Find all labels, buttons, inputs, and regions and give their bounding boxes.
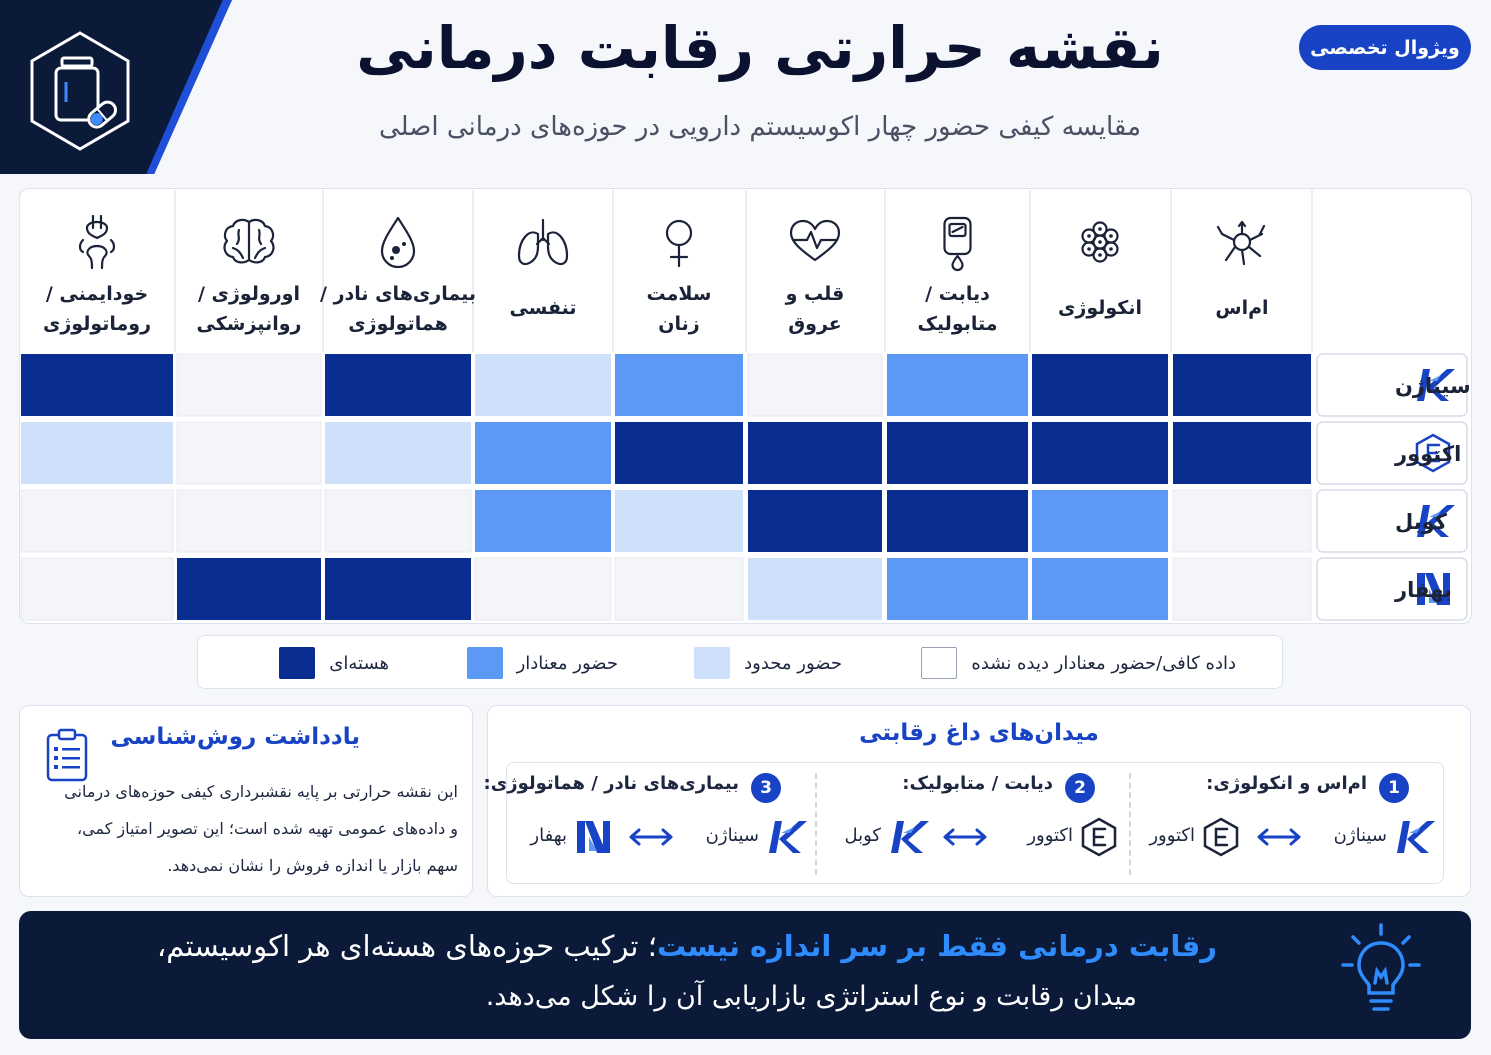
column-header-label: ام‌اس <box>1215 297 1269 319</box>
heatmap-cell <box>475 422 611 484</box>
banner-line-1 <box>157 929 1217 963</box>
hot-arenas-title: میدان‌های داغ رقابتی <box>859 720 1099 746</box>
legend-item-limited <box>694 636 842 690</box>
clipboard-list-icon <box>45 728 89 782</box>
hot-arena-item <box>1133 763 1443 885</box>
methodology-line-2: و داده‌های عمومی تهیه شده است؛ این تصویر امتیاز کمی، <box>76 819 458 838</box>
arena-separator <box>1129 773 1131 875</box>
page-title: نقشه حرارتی رقابت درمانی <box>356 14 1164 82</box>
hot-arenas-list <box>483 762 1444 884</box>
heatmap-cell <box>615 490 743 552</box>
row-label: کوبل <box>1395 510 1448 534</box>
arena-rival-name: اکتوور <box>1149 825 1195 846</box>
column-header-label: خودایمنی / روماتولوژی <box>42 283 152 335</box>
column-header-label: انکولوژی <box>1057 297 1143 319</box>
arena-rivals <box>819 815 1129 859</box>
heart-pulse-icon <box>791 221 839 260</box>
arena-rival-name: سیناژن <box>705 825 759 846</box>
arena-label: بیماری‌های نادر / هماتولوژی: <box>483 773 739 794</box>
heatmap-cell <box>1032 354 1168 416</box>
glucose-meter-icon <box>945 218 971 270</box>
heatmap-cell <box>177 422 321 484</box>
column-header-label: اورولوژی / روانپزشکی <box>196 283 302 335</box>
double-arrow-icon <box>625 827 677 847</box>
legend-label-none: داده کافی/حضور معنادار دیده نشده <box>971 652 1236 674</box>
heatmap-legend <box>197 635 1283 689</box>
heatmap-cell <box>177 490 321 552</box>
column-header-label: قلب و عروق <box>785 283 845 335</box>
banner-line-2: میدان رقابت و نوع استراتژی بازاریابی آن را شکل می‌دهد. <box>485 981 1137 1012</box>
page-subtitle: مقایسه کیفی حضور چهار اکوسیستم دارویی در حوزه‌های درمانی اصلی <box>378 112 1142 142</box>
arena-rival-name: کوبل <box>844 825 881 846</box>
heatmap-cell <box>887 558 1028 620</box>
heatmap-cell <box>1032 422 1168 484</box>
methodology-line-1: این نقشه حرارتی بر پایه نقشبرداری کیفی حوزه‌های درمانی <box>64 782 458 801</box>
column-header-label: سلامت زنان <box>646 283 712 335</box>
row-label: سیناژن <box>1395 374 1471 398</box>
blood-drop-icon <box>382 218 414 267</box>
heatmap-cell <box>21 490 173 552</box>
legend-swatch-none <box>921 647 957 679</box>
heatmap-cell <box>325 422 471 484</box>
specialist-visual-badge: ویژوال تخصصی <box>1299 25 1471 70</box>
heatmap-cell <box>21 422 173 484</box>
heatmap-cell <box>325 490 471 552</box>
heatmap-cell <box>748 422 882 484</box>
heatmap-cell <box>748 490 882 552</box>
legend-swatch-core <box>279 647 315 679</box>
banner-rest: ؛ ترکیب حوزه‌های هسته‌ای هر اکوسیستم، <box>156 929 657 963</box>
double-arrow-icon <box>939 827 991 847</box>
legend-item-meaningful <box>467 636 618 690</box>
heatmap-cell <box>1032 558 1168 620</box>
behfar-logo-icon <box>571 815 615 859</box>
row-label: اکتوور <box>1395 442 1462 466</box>
arena-rival-name: بهفار <box>530 825 567 846</box>
arena-rival-name: اکتوور <box>1027 825 1073 846</box>
arena-number-badge: 1 <box>1379 773 1409 803</box>
heatmap-cell <box>748 558 882 620</box>
hot-arenas-panel <box>483 705 1471 897</box>
heatmap-cell <box>21 354 173 416</box>
heatmap-cell <box>177 354 321 416</box>
lungs-icon <box>519 220 567 264</box>
brain-icon <box>225 220 274 262</box>
arena-rival-name: سیناژن <box>1333 825 1387 846</box>
hot-arena-item <box>483 763 815 885</box>
heatmap-cell <box>748 354 882 416</box>
heatmap-cell <box>177 558 321 620</box>
cell-cluster-icon <box>1083 223 1118 262</box>
heatmap-cell <box>475 490 611 552</box>
heatmap-cell <box>1173 490 1311 552</box>
legend-label-limited: حضور محدود <box>744 652 842 674</box>
legend-label-meaningful: حضور معنادار <box>516 652 618 674</box>
methodology-note <box>19 705 473 897</box>
insight-banner <box>19 911 1471 1039</box>
heatmap-cell <box>21 558 173 620</box>
legend-swatch-meaningful <box>467 647 503 679</box>
double-arrow-icon <box>1253 827 1305 847</box>
arena-number-badge: 3 <box>751 773 781 803</box>
arena-label: ام‌اس و انکولوژی: <box>1206 773 1367 794</box>
cobel-logo-icon <box>885 815 929 859</box>
heatmap-cell <box>615 354 743 416</box>
neuron-icon <box>1218 222 1264 264</box>
heatmap-cell <box>1173 422 1311 484</box>
heatmap-cell <box>475 354 611 416</box>
row-label: بهفار <box>1395 578 1452 602</box>
heatmap-cell <box>887 490 1028 552</box>
heatmap-cell <box>887 422 1028 484</box>
column-header-label: دیابت / متابولیک <box>917 283 998 335</box>
arena-separator <box>815 773 817 875</box>
methodology-line-3: سهم بازار یا اندازه فروش را نشان نمی‌دهد. <box>167 856 458 875</box>
heatmap-cell <box>1173 354 1311 416</box>
sinagen-logo-icon <box>1391 815 1435 859</box>
arena-number-badge: 2 <box>1065 773 1095 803</box>
arena-rivals <box>505 815 815 859</box>
legend-swatch-limited <box>694 647 730 679</box>
arena-label: دیابت / متابولیک: <box>902 773 1053 794</box>
female-symbol-icon <box>667 221 691 266</box>
legend-item-core <box>279 636 389 690</box>
column-header-label: بیماری‌های نادر / هماتولوژی <box>320 283 476 335</box>
heatmap-cell <box>615 422 743 484</box>
sinagen-logo-icon <box>763 815 807 859</box>
heatmap-cell <box>475 558 611 620</box>
heatmap-cell <box>325 558 471 620</box>
legend-label-core: هسته‌ای <box>329 652 389 674</box>
methodology-title: یادداشت روش‌شناسی <box>110 724 360 750</box>
heatmap-cell <box>615 558 743 620</box>
hot-arena-item <box>819 763 1129 885</box>
heatmap-cell <box>325 354 471 416</box>
banner-highlight: رقابت درمانی فقط بر سر اندازه نیست <box>656 929 1217 963</box>
lightbulb-icon <box>1339 921 1423 1017</box>
arena-rivals <box>1133 815 1443 859</box>
heatmap-cell <box>1032 490 1168 552</box>
legend-item-none <box>921 636 1236 690</box>
column-header-label: تنفسی <box>509 297 577 319</box>
heatmap-cell <box>887 354 1028 416</box>
heatmap-chart <box>19 188 1472 624</box>
actover-logo-icon <box>1199 815 1243 859</box>
medicine-bottle-pill-icon <box>28 30 132 152</box>
heatmap-cell <box>1173 558 1311 620</box>
actover-logo-icon <box>1077 815 1121 859</box>
joint-icon <box>80 216 114 268</box>
